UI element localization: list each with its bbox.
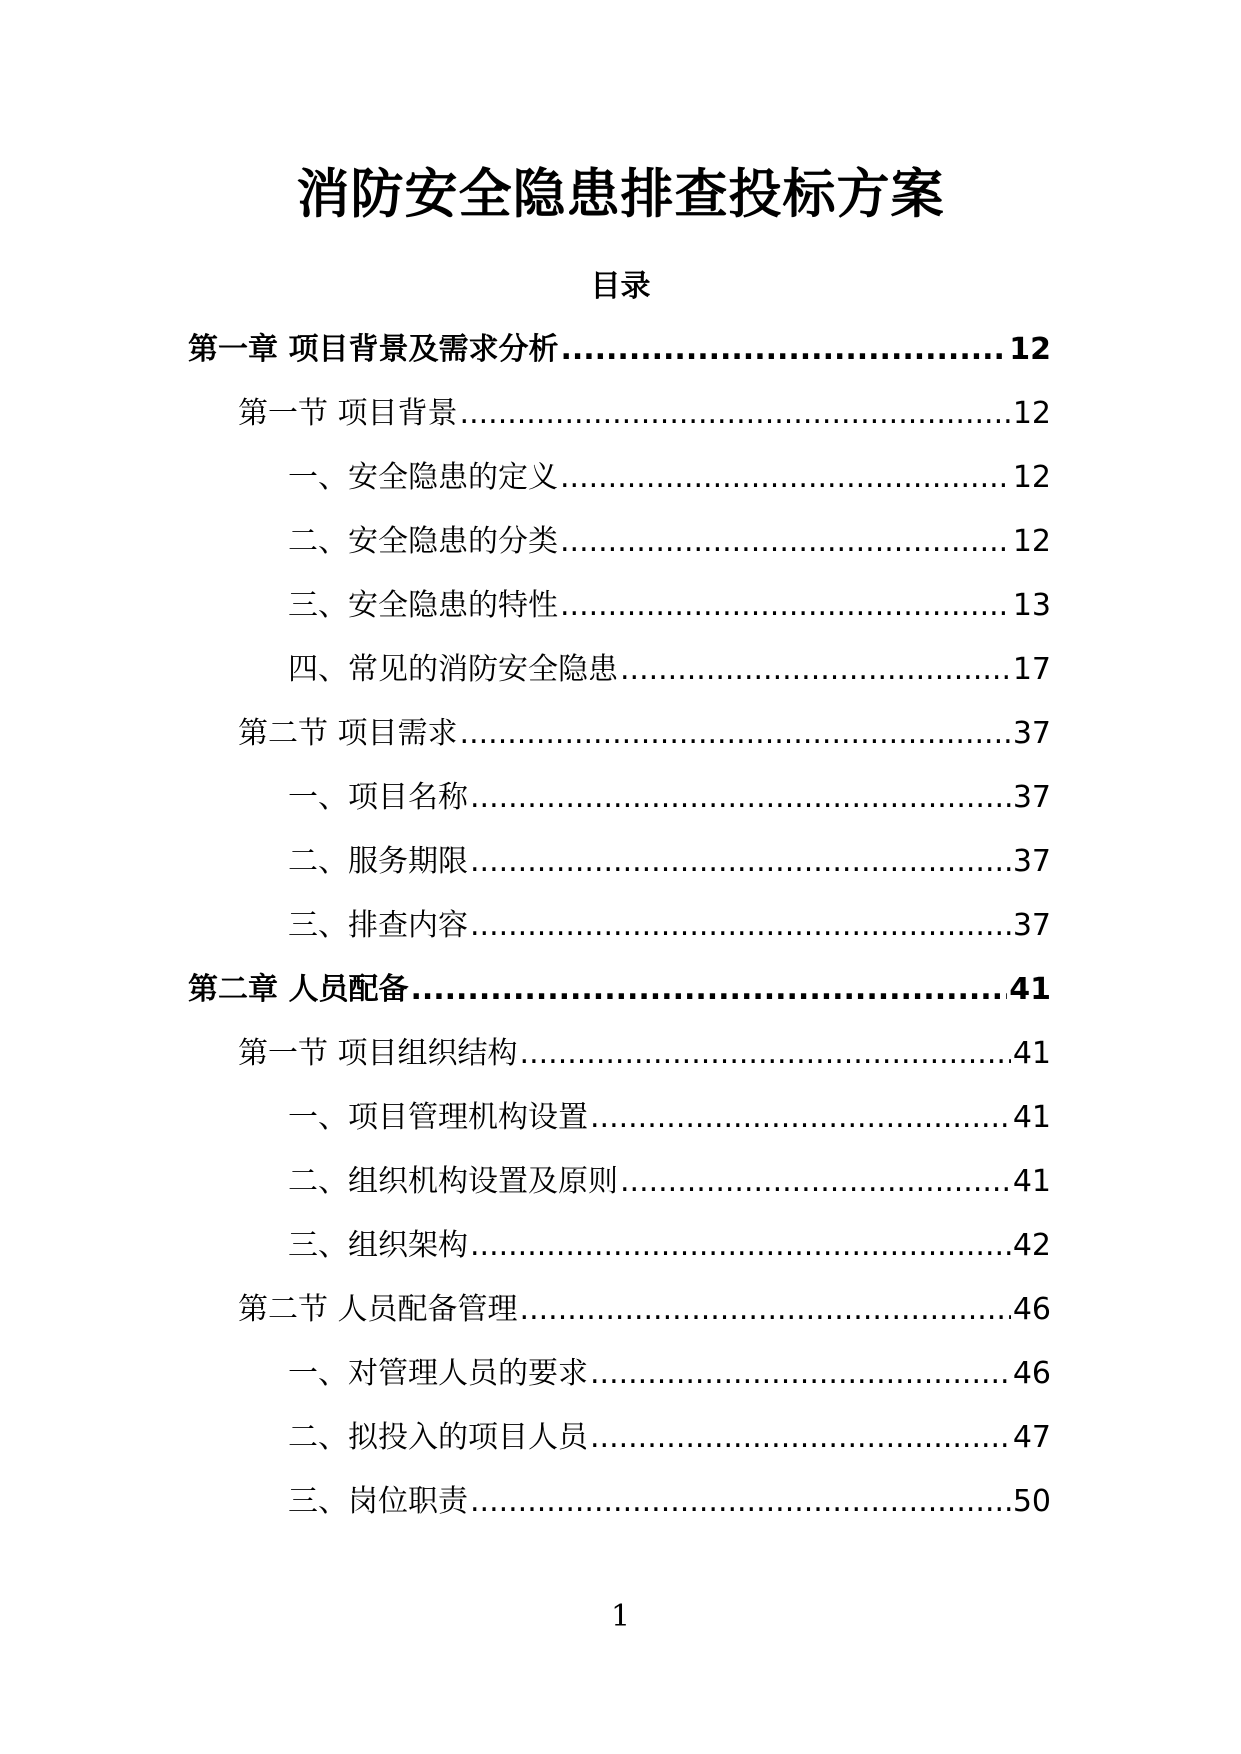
toc-entry-page: 41 (1012, 1100, 1051, 1135)
toc-leader-dots (620, 1162, 1011, 1202)
toc-entry[interactable] (288, 906, 1051, 946)
toc-entry[interactable] (238, 394, 1051, 434)
toc-leader-dots (590, 1418, 1011, 1458)
toc-entry[interactable] (238, 714, 1051, 754)
toc-entry[interactable] (188, 970, 1051, 1010)
toc-entry[interactable] (288, 842, 1051, 882)
toc-entry[interactable] (288, 1418, 1051, 1458)
toc-entry-page: 41 (1012, 1036, 1051, 1071)
toc-entry-label: 第一节 项目背景 (238, 396, 458, 431)
toc-entry-label: 第二节 项目需求 (238, 716, 458, 751)
toc-entry-label: 三、安全隐患的特性 (288, 588, 558, 623)
toc-entry[interactable] (288, 1482, 1051, 1522)
toc-leader-dots (470, 1226, 1011, 1266)
toc-entry[interactable] (288, 650, 1051, 690)
toc-entry-label: 第二节 人员配备管理 (238, 1292, 518, 1327)
toc-entry-page: 12 (1012, 524, 1051, 559)
toc-entry[interactable] (288, 586, 1051, 626)
toc-entry-page: 12 (1012, 396, 1051, 431)
toc-entry-page: 37 (1012, 908, 1051, 943)
toc-leader-dots (590, 1098, 1011, 1138)
toc-entry[interactable] (188, 330, 1051, 370)
toc-entry-page: 37 (1012, 716, 1051, 751)
toc-leader-dots (410, 970, 1007, 1010)
toc-entry-label: 二、组织机构设置及原则 (288, 1164, 618, 1199)
toc-entry-label: 一、项目名称 (288, 780, 468, 815)
toc-leader-dots (520, 1290, 1011, 1330)
toc-entry-page: 41 (1009, 972, 1051, 1007)
toc-entry-page: 46 (1012, 1292, 1051, 1327)
page-number: 1 (610, 1599, 631, 1634)
toc-leader-dots (560, 458, 1011, 498)
toc-entry[interactable] (288, 1098, 1051, 1138)
toc-leader-dots (560, 330, 1007, 370)
toc-leader-dots (470, 906, 1011, 946)
toc-entry-page: 12 (1009, 332, 1051, 367)
toc-entry-page: 47 (1012, 1420, 1051, 1455)
toc-entry-label: 第一章 项目背景及需求分析 (188, 332, 559, 367)
toc-entry[interactable] (288, 458, 1051, 498)
toc-entry[interactable] (288, 1354, 1051, 1394)
toc-entry-label: 二、拟投入的项目人员 (288, 1420, 588, 1455)
toc-entry-page: 37 (1012, 780, 1051, 815)
toc-leader-dots (470, 778, 1011, 818)
toc-entry-page: 42 (1012, 1228, 1051, 1263)
toc-leader-dots (470, 1482, 1011, 1522)
toc-entry-page: 41 (1012, 1164, 1051, 1199)
toc-leader-dots (470, 842, 1011, 882)
toc-entry-label: 四、常见的消防安全隐患 (288, 652, 618, 687)
toc-entry-label: 三、岗位职责 (288, 1484, 468, 1519)
toc-entry[interactable] (288, 522, 1051, 562)
toc-entry[interactable] (288, 1162, 1051, 1202)
toc-entry-page: 46 (1012, 1356, 1051, 1391)
toc-entry-label: 一、项目管理机构设置 (288, 1100, 588, 1135)
toc-leader-dots (620, 650, 1011, 690)
toc-entry-page: 13 (1012, 588, 1051, 623)
toc-entry-page: 37 (1012, 844, 1051, 879)
toc-entry[interactable] (288, 1226, 1051, 1266)
toc-leader-dots (520, 1034, 1011, 1074)
toc-heading: 目录 (590, 269, 651, 304)
toc-leader-dots (460, 714, 1011, 754)
toc-entry-page: 17 (1012, 652, 1051, 687)
toc-entry-label: 一、对管理人员的要求 (288, 1356, 588, 1391)
toc-entry[interactable] (238, 1034, 1051, 1074)
toc-entry-label: 二、服务期限 (288, 844, 468, 879)
toc-leader-dots (590, 1354, 1011, 1394)
toc-leader-dots (460, 394, 1011, 434)
toc-entry-label: 三、排查内容 (288, 908, 468, 943)
document-title: 消防安全隐患排查投标方案 (296, 164, 945, 225)
toc-entry-label: 二、安全隐患的分类 (288, 524, 558, 559)
toc-entry-label: 第一节 项目组织结构 (238, 1036, 518, 1071)
toc-entry-page: 50 (1012, 1484, 1051, 1519)
toc-entry-label: 三、组织架构 (288, 1228, 468, 1263)
toc-entry-page: 12 (1012, 460, 1051, 495)
toc-leader-dots (560, 586, 1011, 626)
toc-entry-label: 一、安全隐患的定义 (288, 460, 558, 495)
toc-entry-label: 第二章 人员配备 (188, 972, 409, 1007)
toc-leader-dots (560, 522, 1011, 562)
toc-entry[interactable] (238, 1290, 1051, 1330)
toc-entry[interactable] (288, 778, 1051, 818)
